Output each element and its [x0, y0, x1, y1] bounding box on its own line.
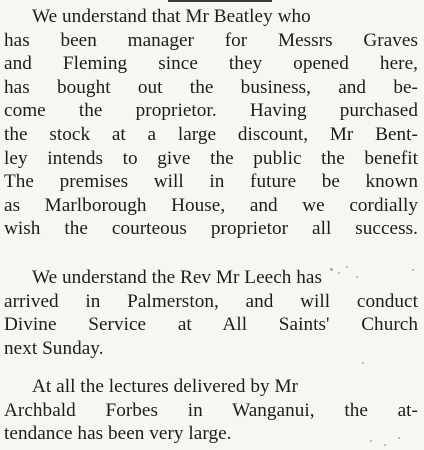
- article-line: has bought out the business, and be-: [4, 76, 418, 98]
- article-line: the stock at a large discount, Mr Bent-: [4, 123, 418, 145]
- article-line: as Marlborough House, and we cordially: [4, 194, 418, 216]
- article-paragraph-beatley: [4, 5, 418, 241]
- article-line: and Fleming since they opened here,: [4, 53, 418, 75]
- article-line: Archbald Forbes in Wanganui, the at-: [4, 399, 418, 421]
- print-speck: [362, 362, 364, 364]
- column-rule: [168, 0, 272, 2]
- article-line: At all the lectures delivered by Mr: [32, 376, 299, 397]
- article-line: next Sunday.: [4, 337, 104, 359]
- article-line: We understand that Mr Beatley who: [32, 6, 311, 27]
- article-line: The premises will in future be known: [4, 171, 418, 193]
- article-line: ley intends to give the public the benefit: [4, 147, 418, 169]
- article-line: come the proprietor. Having purchased: [4, 100, 418, 122]
- article-line: tendance has been very large.: [4, 423, 232, 445]
- article-line: has been manager for Messrs Graves: [4, 29, 418, 51]
- article-line: We understand the Rev Mr Leech has: [32, 267, 322, 288]
- article-paragraph-forbes: [4, 375, 418, 446]
- article-line: wish the courteous proprietor all success.: [4, 218, 418, 240]
- article-line: arrived in Palmerston, and will conduct: [4, 290, 418, 312]
- article-paragraph-leech: [4, 266, 418, 360]
- article-line: Divine Service at All Saints' Church: [4, 314, 418, 336]
